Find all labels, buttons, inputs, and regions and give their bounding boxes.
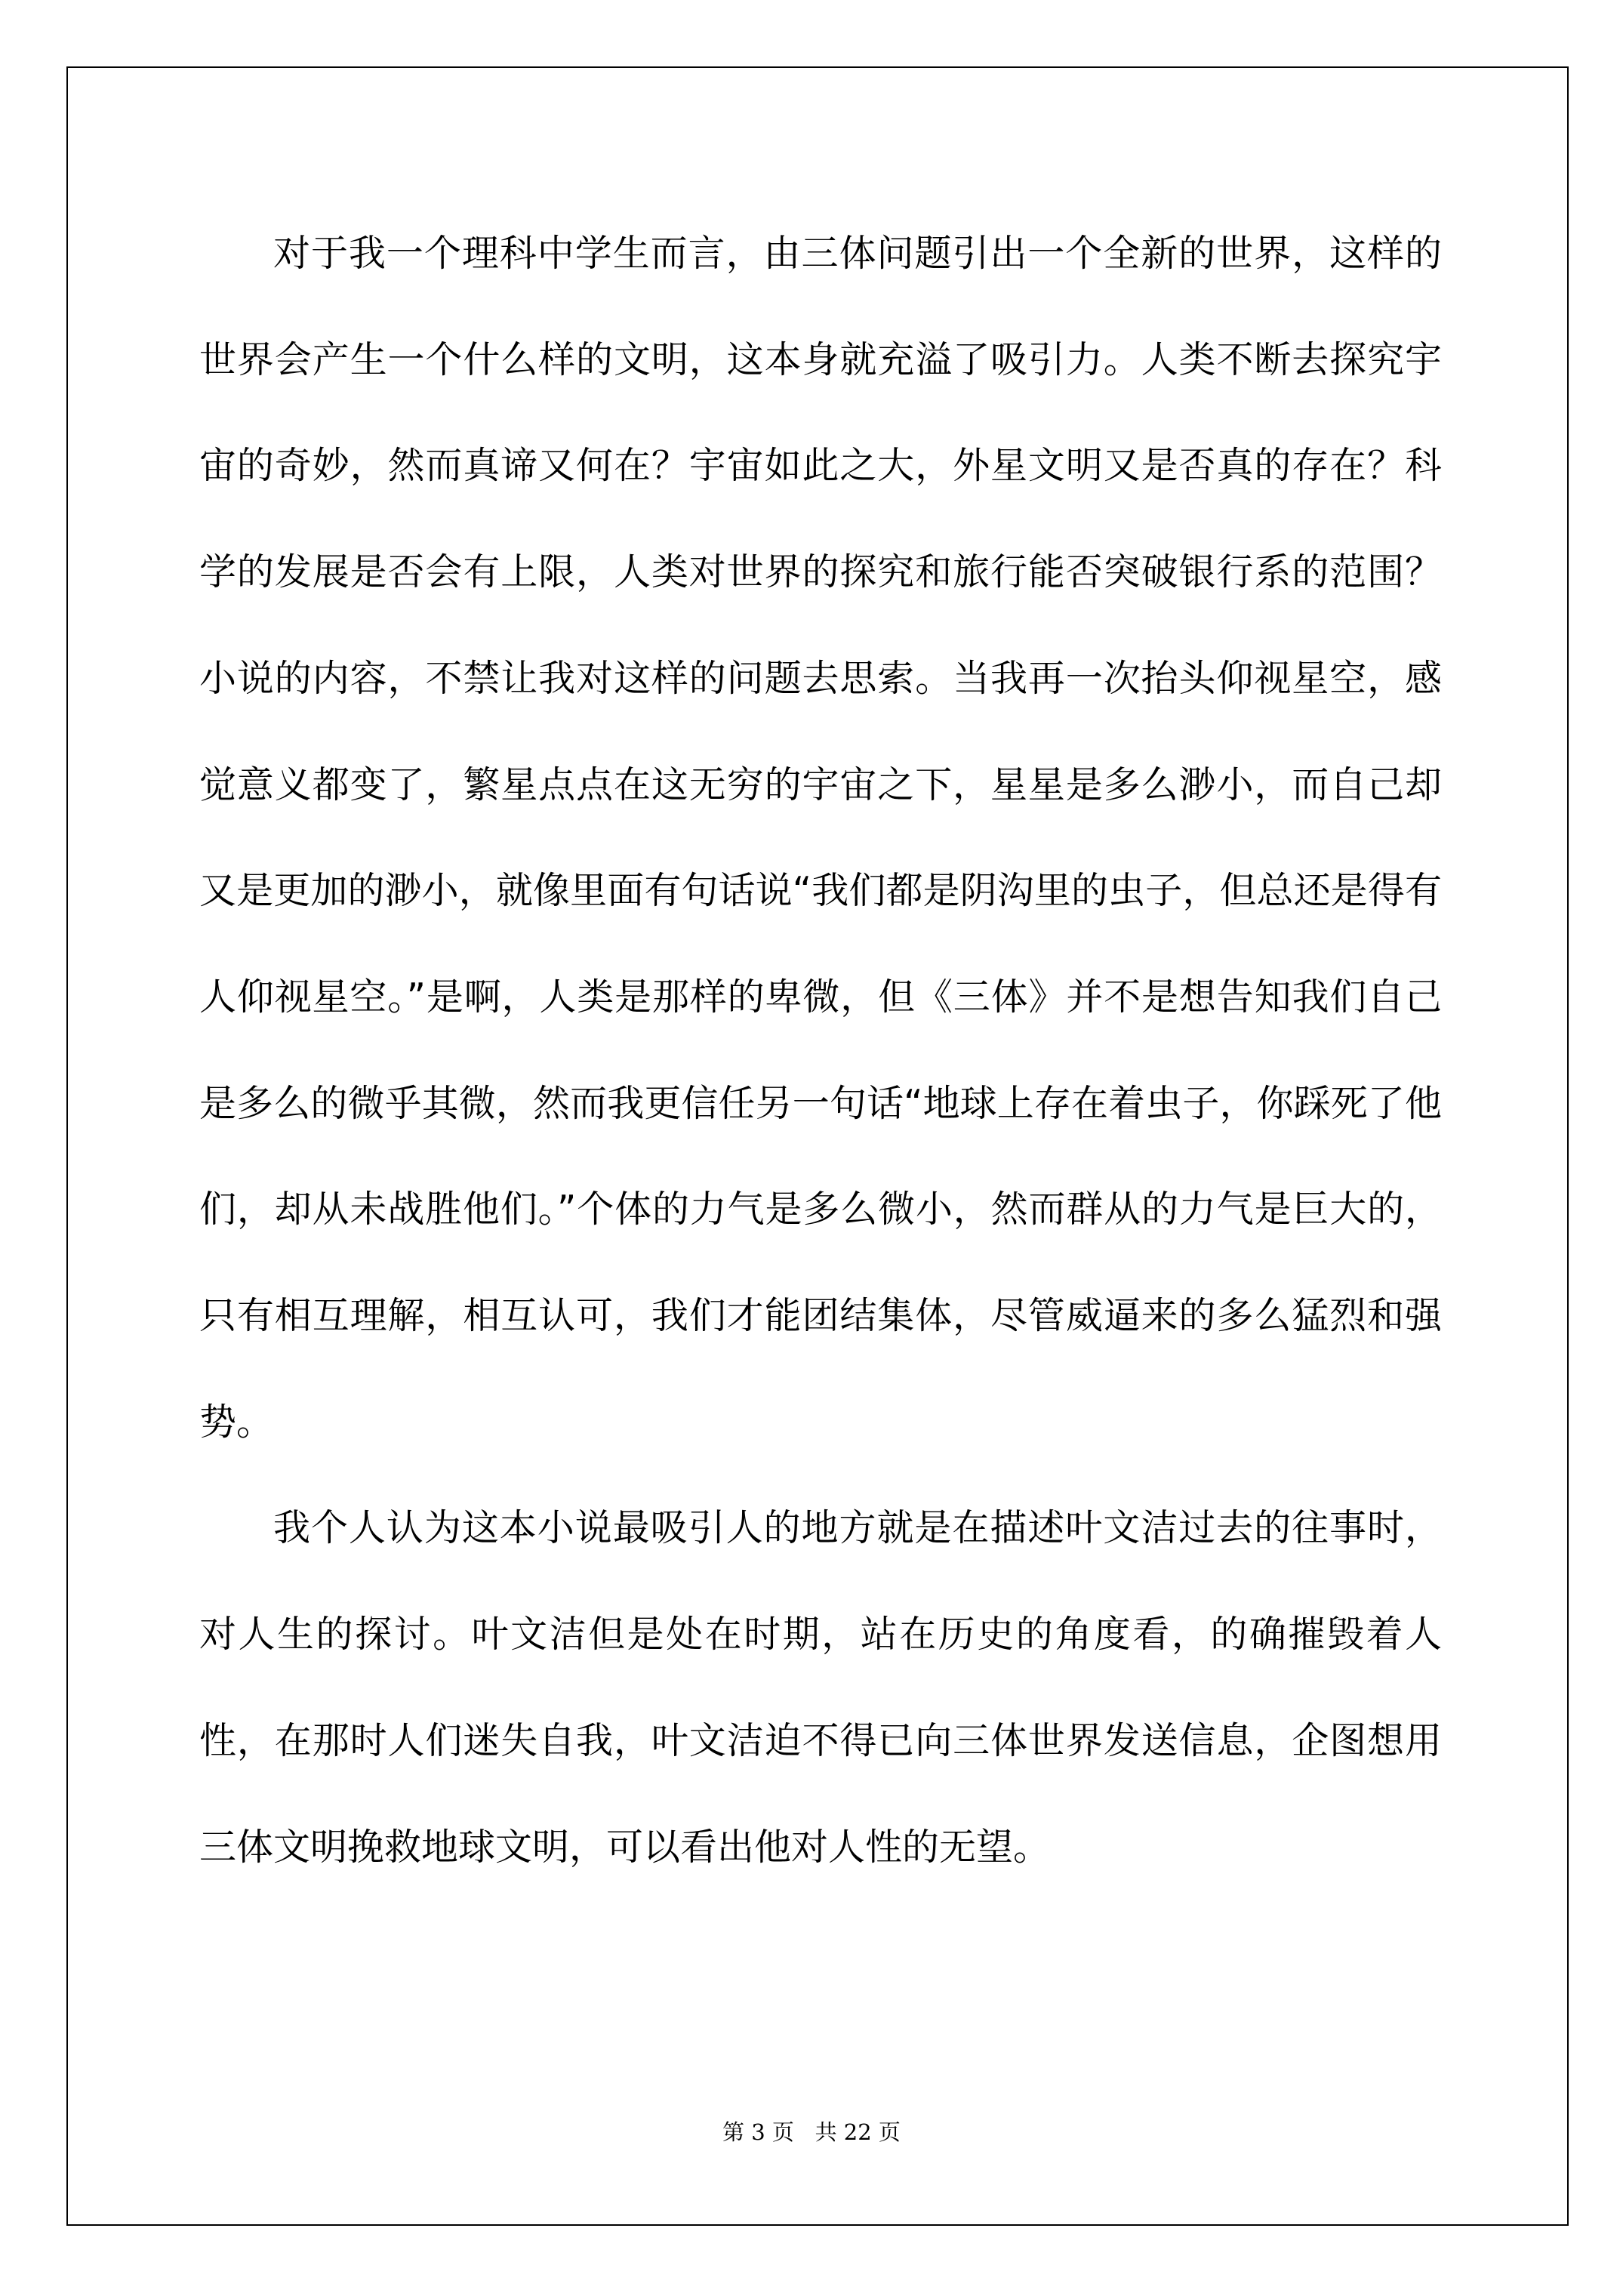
paragraph-1: 对于我一个理科中学生而言，由三体问题引出一个全新的世界，这样的世界会产生一个什么样的文明，这本身就充溢了吸引力。人类不断去探究宇宙的奇妙，然而真谛又何在？宇宙如此之大，外星文明又是否真的存在？科学的发展是否会有上限，人类对世界的探究和旅行能否突破银行系的范围？小说的内容，不禁让我对这样的问题去思索。当我再一次抬头仰视星空，感觉意义都变了，繁星点点在这无穷的宇宙之下，星星是多么渺小，而自己却又是更加的渺小，就像里面有句话说“我们都是阴沟里的虫子，但总还是得有人仰视星空。”是啊，人类是那样的卑微，但《三体》并不是想告知我们自己是多么的微乎其微，然而我更信任另一句话“地球上存在着虫子，你踩死了他们，却从未战胜他们。”个体的力气是多么微小，然而群从的力气是巨大的，只有相互理解，相互认可，我们才能团结集体，尽管威逼来的多么猛烈和强势。 — [199, 232, 1442, 1444]
page-number: 第 3 页 共 22 页 — [722, 2119, 901, 2145]
paragraph-2: 我个人认为这本小说最吸引人的地方就是在描述叶文洁过去的往事时，对人生的探讨。叶文洁但是处在时期，站在历史的角度看，的确摧毁着人性，在那时人们迷失自我，叶文洁迫不得已向三体世界发送信息，企图想用三体文明挽救地球文明，可以看出他对人性的无望。 — [199, 1506, 1442, 1869]
document-body — [199, 201, 1442, 1900]
page-footer — [0, 2119, 1623, 2146]
